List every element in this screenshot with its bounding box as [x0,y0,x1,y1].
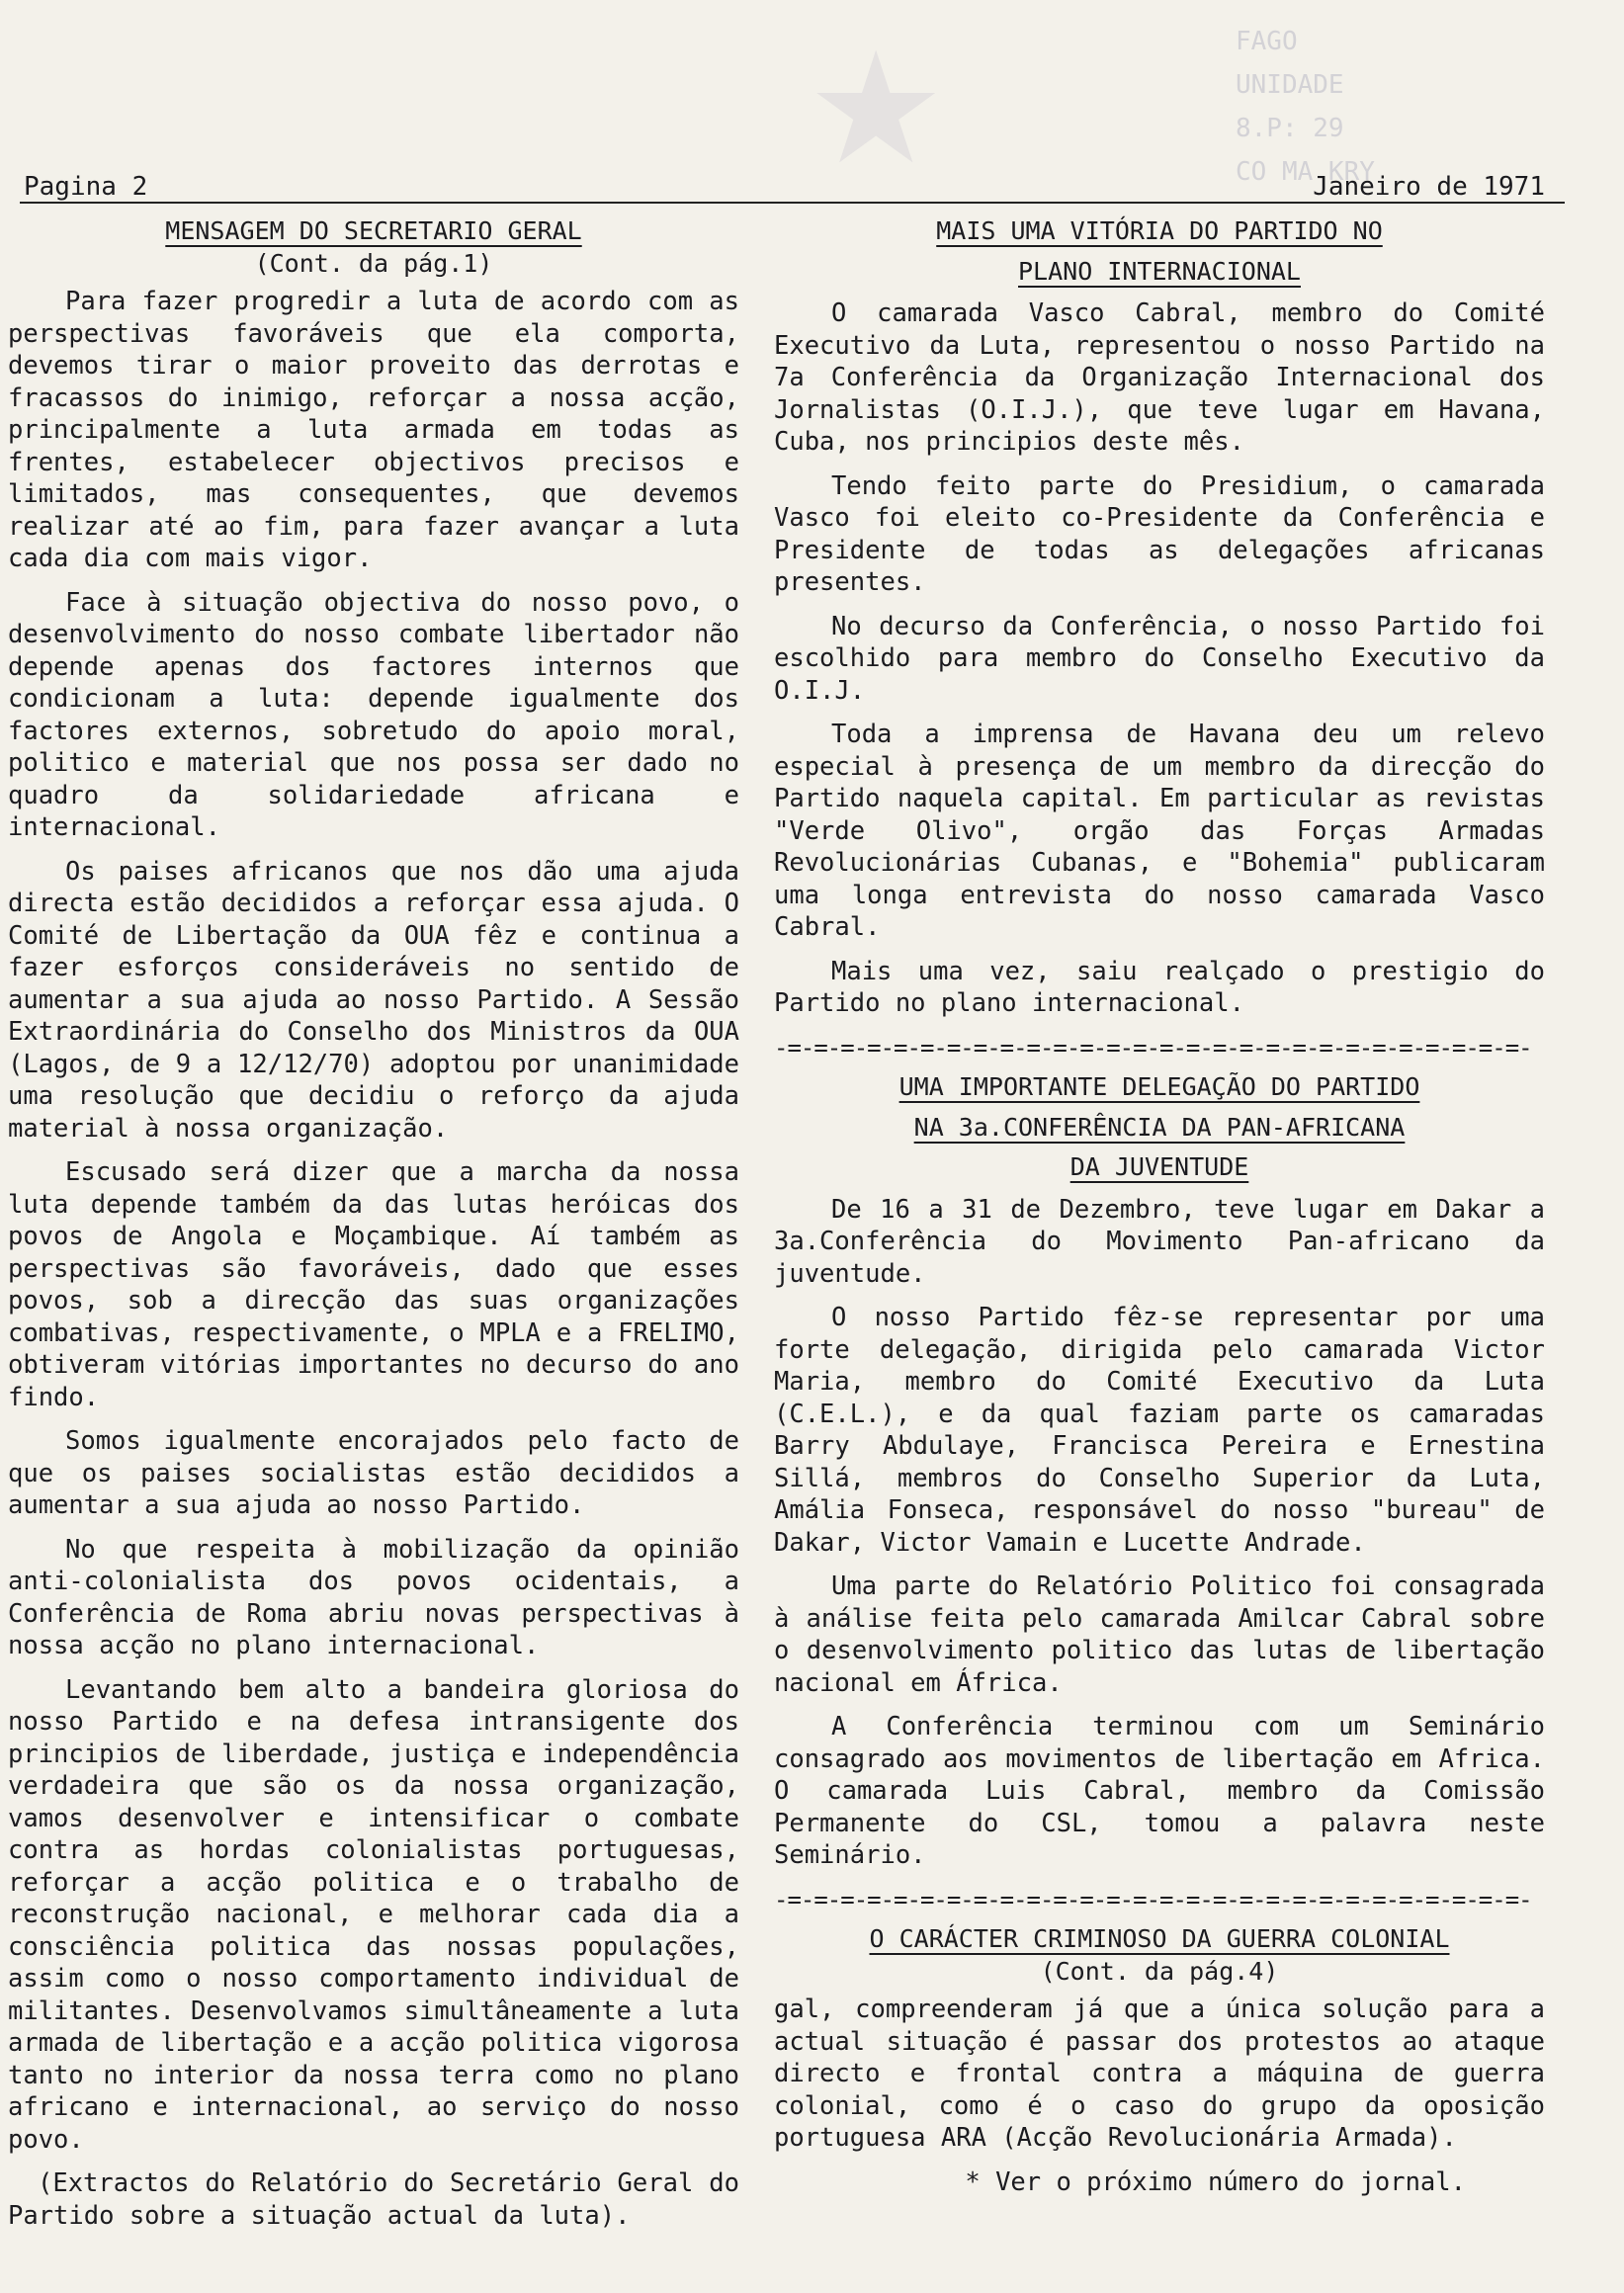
paragraph: No decurso da Conferência, o nosso Partido foi escolhido para membro do Conselho Executivo da O.I.J. [774,611,1545,706]
paragraph: gal, compreenderam já que a única solução para a actual situação é passar dos protestos ao ataque directo e frontal contra a máquina de guerra colonial, como é o caso do grupo da oposição portuguesa ARA (Acção Revolucionária Armada). [774,1995,1545,2153]
article-title-line2: PLANO INTERNACIONAL [1018,256,1301,286]
star-watermark: ★ [811,0,942,215]
bleed-line: UNIDADE [1236,70,1344,100]
paragraph: O nosso Partido fêz-se representar por uma forte delegação, dirigida pelo camarada Victor Maria, membro do Comité Executivo da Luta (C.E.L.), e da qual faziam parte os camaradas Barry Abdulaye, Francisca Pereira e Ernestina Sillá, membros do Conselho Superior da Luta, Amália Fonseca, responsável do nosso "bureau" de Dakar, Victor Vamain e Lucette Andrade. [774,1303,1545,1558]
bleed-line: 8.P: 29 [1236,114,1344,143]
bleed-line: FAGO [1236,27,1298,56]
page-number: Pagina 2 [24,172,148,202]
article-title-line2: NA 3a.CONFERÊNCIA DA PAN-AFRICANA [913,1112,1406,1142]
section-separator: -=-=-=-=-=-=-=-=-=-=-=-=-=-=-=-=-=-=-=-=-=-=-=-=-=-=-=-=- [774,1033,1532,1062]
article-title: MAIS UMA VITÓRIA DO PARTIDO NO [936,216,1383,245]
paragraph: Somos igualmente encorajados pelo facto de que os paises socialistas estão decididos a aumentar a sua ajuda ao nosso Partido. [8,1426,739,1520]
paragraph: A Conferência terminou com um Seminário consagrado aos movimentos de libertação em Africa. O camarada Luis Cabral, membro da Comissão Permanente do CSL, tomou a palavra neste Seminário. [774,1712,1545,1870]
source-note: (Extractos do Relatório do Secretário Geral do Partido sobre a situação actual da luta). [8,2168,739,2231]
continuation-note: (Cont. da pág.4) [1040,1956,1279,1986]
article-title: O CARÁCTER CRIMINOSO DA GUERRA COLONIAL [869,1924,1450,1953]
issue-date: Janeiro de 1971 [1313,172,1545,202]
paragraph: Face à situação objectiva do nosso povo, o desenvolvimento do nosso combate libertador não depende apenas dos factores internos que condicionam a luta: depende igualmente dos factores externos, sobretudo do apoio moral, politico e material que nos possa ser dado no quadro da solidariedade africana e internacional. [8,587,739,842]
paragraph: Mais uma vez, saiu realçado o prestigio do Partido no plano internacional. [774,956,1545,1018]
paragraph: Escusado será dizer que a marcha da nossa luta depende também da das lutas heróicas dos povos de Angola e Moçambique. Aí também as perspectivas são favoráveis, dado que esses povos, sob a direcção das suas organizações combativas, respectivamente, o MPLA e a FRELIMO, obtiveram vitórias importantes no decurso do ano findo. [8,1157,739,1412]
left-column [8,215,739,2244]
paragraph: Tendo feito parte do Presidium, o camarada Vasco foi eleito co-Presidente da Conferência e Presidente de todas as delegações africanas presentes. [774,470,1545,597]
footnote: * Ver o próximo número do jornal. [965,2166,1466,2197]
page-header [20,168,1565,204]
article-title: UMA IMPORTANTE DELEGAÇÃO DO PARTIDO [898,1072,1420,1101]
right-column [774,215,1545,2198]
section-separator: -=-=-=-=-=-=-=-=-=-=-=-=-=-=-=-=-=-=-=-=-=-=-=-=-=-=-=-=- [774,1885,1532,1913]
paragraph: De 16 a 31 de Dezembro, teve lugar em Dakar a 3a.Conferência do Movimento Pan-africano da juventude. [774,1194,1545,1289]
article-title: MENSAGEM DO SECRETARIO GERAL [165,216,582,245]
header-rule [20,202,1565,204]
paragraph: O camarada Vasco Cabral, membro do Comité Executivo da Luta, representou o nosso Partido na 7a Conferência da Organização Internacional dos Jornalistas (O.I.J.), que teve lugar em Havana, Cuba, nos principios deste mês. [774,298,1545,457]
paragraph: No que respeita à mobilização da opinião anti-colonialista dos povos ocidentais, a Conferência de Roma abriu novas perspectivas à nossa acção no plano internacional. [8,1534,739,1660]
paragraph: Levantando bem alto a bandeira gloriosa do nosso Partido e na defesa intransigente dos principios de liberdade, justiça e independência verdadeira que são os da nossa organização, vamos desenvolver e intensificar o combate contra as hordas colonialistas portuguesas, reforçar a acção politica e o trabalho de reconstrução nacional, e melhorar cada dia a consciência politica das nossas populações, assim como o nosso comportamento individual de militantes. Desenvolvamos simultâneamente a luta armada de libertação e a acção politica vigorosa tanto no interior da nossa terra como no plano africano e internacional, ao serviço do nosso povo. [8,1674,739,2155]
bleed-line: CO MA KRY [1236,157,1375,187]
paragraph: Uma parte do Relatório Politico foi consagrada à análise feita pelo camarada Amilcar Cabral sobre o desenvolvimento politico das lutas de libertação nacional em África. [774,1571,1545,1698]
article-title-line3: DA JUVENTUDE [1069,1152,1249,1181]
continuation-note: (Cont. da pág.1) [254,248,493,278]
paragraph: Para fazer progredir a luta de acordo com as perspectivas favoráveis que ela comporta, devemos tirar o maior proveito das derrotas e fracassos do inimigo, reforçar a nossa acção, principalmente a luta armada em todas as frentes, estabelecer objectivos precisos e limitados, mas consequentes, que devemos realizar até ao fim, para fazer avançar a luta cada dia com mais vigor. [8,287,739,573]
paragraph: Os paises africanos que nos dão uma ajuda directa estão decididos a reforçar essa ajuda. O Comité de Libertação da OUA fêz e continua a fazer esforços consideráveis no sentido de aumentar a sua ajuda ao nosso Partido. A Sessão Extraordinária do Conselho dos Ministros da OUA (Lagos, de 9 a 12/12/70) adoptou por unanimidade uma resolução que decidiu o reforço da ajuda material à nossa organização. [8,856,739,1144]
paragraph: Toda a imprensa de Havana deu um relevo especial à presença de um membro da direcção do Partido naquela capital. Em particular as revistas "Verde Olivo", orgão das Forças Armadas Revolucionárias Cubanas, e "Bohemia" publicaram uma longa entrevista do nosso camarada Vasco Cabral. [774,720,1545,942]
